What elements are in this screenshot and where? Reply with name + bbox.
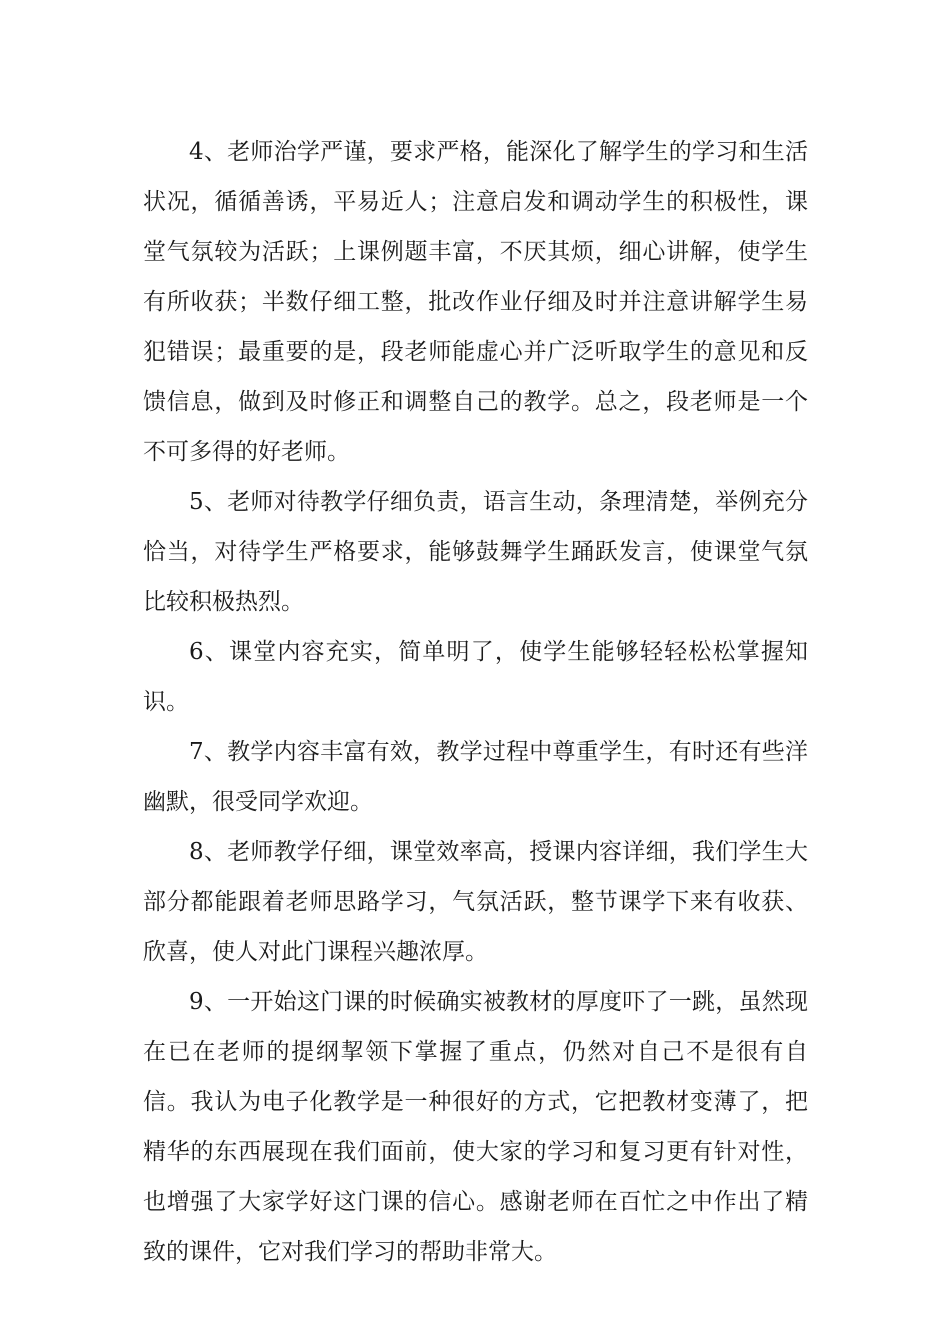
document-body [143,127,808,1277]
paragraph-7: 7、教学内容丰富有效，教学过程中尊重学生，有时还有些洋幽默，很受同学欢迎。 [143,739,808,815]
paragraph-8: 8、老师教学仔细，课堂效率高，授课内容详细，我们学生大部分都能跟着老师思路学习，气氛活跃，整节课学下来有收获、欣喜，使人对此门课程兴趣浓厚。 [143,839,808,965]
paragraph-5: 5、老师对待教学仔细负责，语言生动，条理清楚，举例充分恰当，对待学生严格要求，能够鼓舞学生踊跃发言，使课堂气氛比较积极热烈。 [143,489,808,615]
paragraph-6: 6、课堂内容充实，简单明了，使学生能够轻轻松松掌握知识。 [143,639,808,715]
paragraph-9: 9、一开始这门课的时候确实被教材的厚度吓了一跳，虽然现在已在老师的提纲挈领下掌握了重点，仍然对自己不是很有自信。我认为电子化教学是一种很好的方式，它把教材变薄了，把精华的东西展现在我们面前，使大家的学习和复习更有针对性，也增强了大家学好这门课的信心。感谢老师在百忙之中作出了精致的课件，它对我们学习的帮助非常大。 [143,989,808,1265]
paragraph-4: 4、老师治学严谨，要求严格，能深化了解学生的学习和生活状况，循循善诱，平易近人；注意启发和调动学生的积极性，课堂气氛较为活跃；上课例题丰富，不厌其烦，细心讲解，使学生有所收获；半数仔细工整，批改作业仔细及时并注意讲解学生易犯错误；最重要的是，段老师能虚心并广泛听取学生的意见和反馈信息，做到及时修正和调整自己的教学。总之，段老师是一个不可多得的好老师。 [143,139,808,465]
